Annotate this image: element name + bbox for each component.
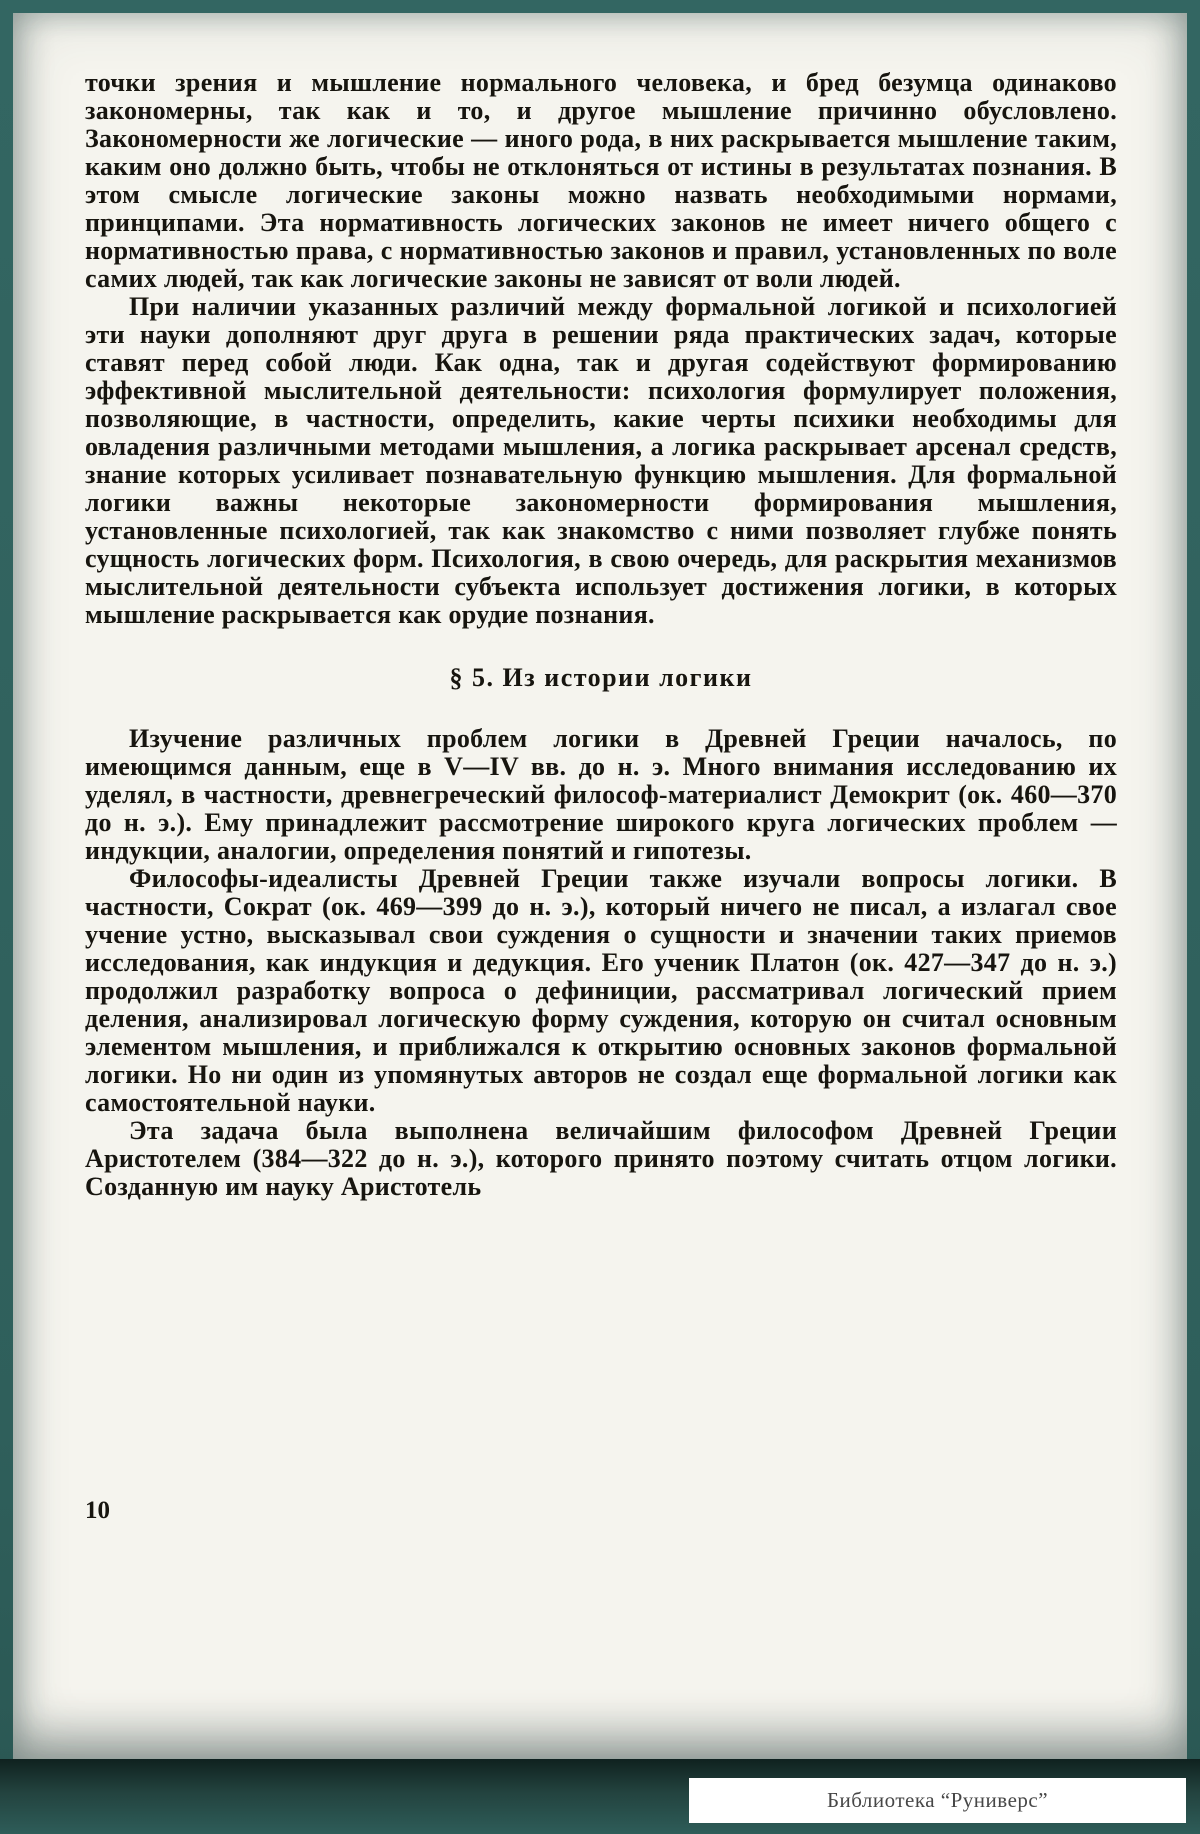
paragraph-3: Изучение различных проблем логики в Древней Греции началось, по имеющимся данным, еще в V—IV вв. до н. э. Много внимания исследованию их уделял, в частности, древнегреческий философ-материалист Демокрит (ок. 460—370 до н. э.). Ему принадлежит рассмотрение широкого круга логических проблем — индукции, аналогии, определения понятий и гипотезы. [85, 724, 1117, 865]
paragraph-2: При наличии указанных различий между формальной логикой и психологией эти науки дополняют друг друга в решении ряда практических задач, которые ставят перед собой люди. Как одна, так и другая содействуют формированию эффективной мыслительной деятельности: психология формулирует положения, позволяющие, в частности, определить, какие черты психики необходимы для овладения различными методами мышления, а логика раскрывает арсенал средств, знание которых усиливает познавательную функцию мышления. Для формальной логики важны некоторые закономерности формирования мышления, установленные психологией, так как знакомство с ними позволяет глубже понять сущность логических форм. Психология, в свою очередь, для раскрытия механизмов мыслительной деятельности субъекта использует достижения логики, в которых мышление раскрывается как орудие познания. [85, 292, 1117, 629]
paragraph-5: Эта задача была выполнена величайшим философом Древней Греции Аристотелем (384—322 до н. э.), которого принято поэтому считать отцом логики. Созданную им науку Аристотель [85, 1116, 1117, 1201]
paragraph-4: Философы-идеалисты Древней Греции также изучали вопросы логики. В частности, Сократ (ок. 469—399 до н. э.), который ничего не писал, а излагал свое учение устно, высказывал свои суждения о сущности и значении таких приемов исследования, как индукция и дедукция. Его ученик Платон (ок. 427—347 до н. э.) продолжил разработку вопроса о дефиниции, рассматривал логический прием деления, анализировал логическую форму суждения, которую он считал основным элементом мышления, и приближался к открытию основных законов формальной логики. Но ни один из упомянутых авторов не создал еще формальной логики как самостоятельной науки. [85, 864, 1117, 1117]
section-heading: § 5. Из истории логики [449, 663, 753, 692]
paragraph-1: точки зрения и мышление нормального человека, и бред безумца одинаково закономерны, так как и то, и другое мышление причинно обусловлено. Закономерности же логические — иного рода, в них раскрывается мышление таким, каким оно должно быть, чтобы не отклоняться от истины в результатах познания. В этом смысле логические законы можно назвать необходимыми нормами, принципами. Эта нормативность логических законов не имеет ничего общего с нормативностью права, с нормативностью законов и правил, установленных по воле самих людей, так как логические законы не зависят от воли людей. [85, 68, 1117, 293]
text-block [85, 69, 1117, 1201]
page-number: 10 [85, 1497, 110, 1524]
book-page [13, 13, 1187, 1759]
scan-footer [0, 1759, 1200, 1834]
library-watermark: Библиотека “Руниверс” [689, 1778, 1186, 1823]
